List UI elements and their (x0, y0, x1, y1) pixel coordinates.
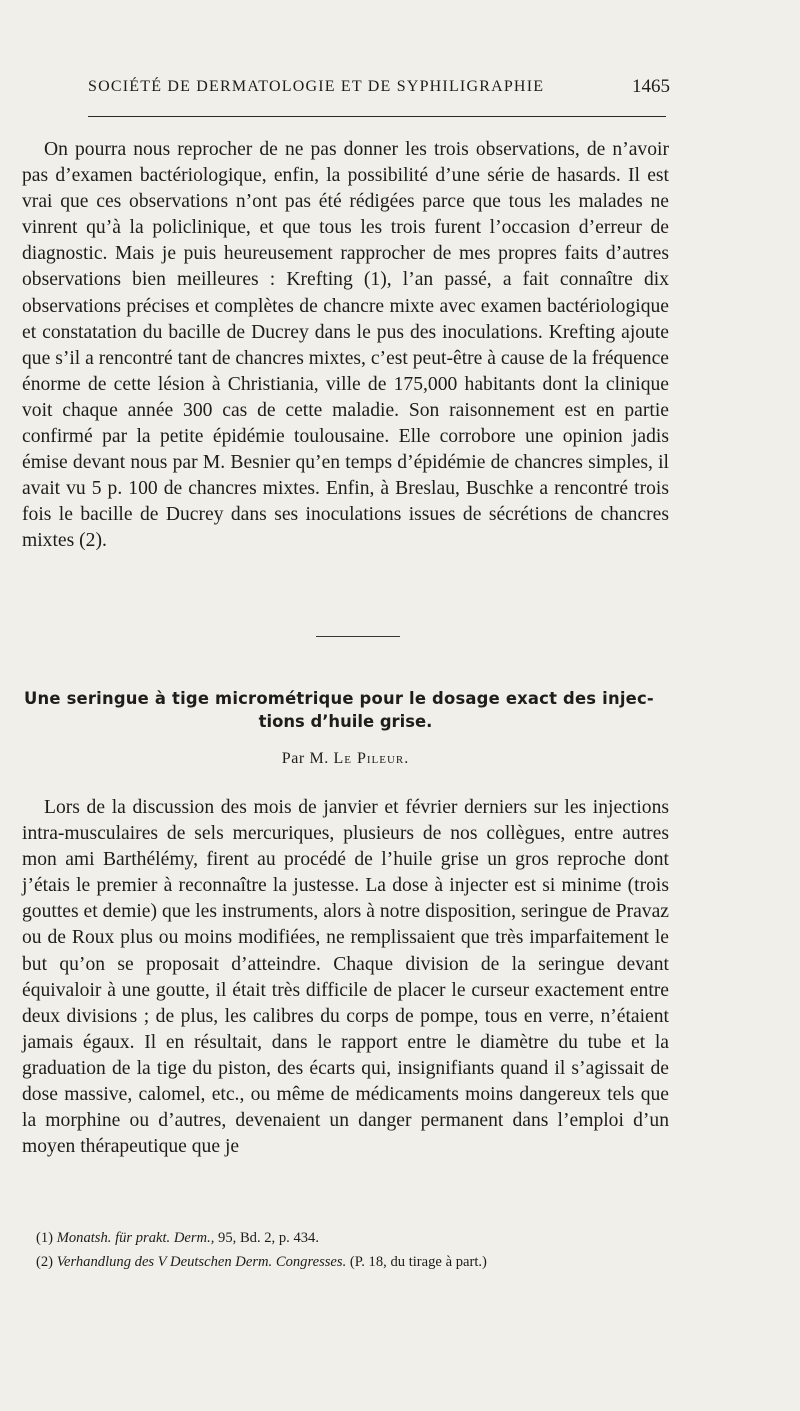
footnote-source: Verhandlung des V Deutschen Derm. Congresses. (56, 1254, 347, 1270)
byline (22, 750, 669, 768)
footnote-2 (36, 1250, 676, 1274)
footnote-1 (36, 1226, 676, 1250)
running-header (88, 76, 670, 102)
body-section-2 (22, 795, 669, 1160)
byline-prefix: Par M. (281, 750, 329, 767)
page-number: 1465 (632, 76, 670, 97)
author-name: Le Pileur. (333, 750, 410, 767)
section-divider (316, 636, 400, 637)
footnote-detail: (P. 18, du tirage à part.) (349, 1254, 487, 1270)
article-title-line-1: Une seringue à tige micrométrique pour le dosage exact des injec- (24, 689, 654, 708)
footnote-mark: (2) (36, 1254, 54, 1270)
running-title: SOCIÉTÉ DE DERMATOLOGIE ET DE SYPHILIGRAPHIE (88, 78, 545, 95)
header-rule (88, 116, 666, 117)
footnote-source: Monatsh. für prakt. Derm., (56, 1230, 215, 1246)
footnote-mark: (1) (36, 1230, 54, 1246)
paragraph-chancres-mixtes: On pourra nous reprocher de ne pas donner les trois observations, de n’avoir pas d’examen bactériologique, enfin, la possibilité d’une série de hasards. Il est vrai que ces observations n’ont pas été rédigées parce que tous les malades ne vinrent qu’à la policlinique, et que tous les trois furent l’occasion d’erreur de diagnostic. Mais je puis heureusement rapprocher de mes propres faits d’autres observations bien meilleures : Krefting (1), l’an passé, a fait connaître dix observations précises et complètes de chancre mixte avec examen bactériologique et constatation du bacille de Ducrey dans le pus des inoculations. Krefting ajoute que s’il a rencontré tant de chancres mixtes, c’est peut-être à cause de la fréquence énorme de cette lésion à Christiania, ville de 175,000 habitants dont la clinique voit chaque année 300 cas de cette maladie. Son raisonnement est en partie confirmé par la petite épidémie toulousaine. Elle corrobore une opinion jadis émise devant nous par M. Besnier qu’en temps d’épidémie de chancres simples, il avait vu 5 p. 100 de chancres mixtes. Enfin, à Breslau, Buschke a rencontré trois fois le bacille de Ducrey dans ses inoculations issues de sécrétions de chancres mixtes (2). (22, 139, 669, 552)
article-title (22, 687, 669, 733)
footnotes (36, 1226, 676, 1274)
body-section-1 (22, 137, 669, 555)
paragraph-seringue: Lors de la discussion des mois de janvier et février derniers sur les injections intra-musculaires de sels mercuriques, plusieurs de nos collègues, entre autres mon ami Barthélémy, firent au procédé de l’huile grise un gros reproche dont j’étais le premier à reconnaître la justesse. La dose à injecter est si minime (trois gouttes et demie) que les instruments, alors à notre disposition, seringue de Pravaz ou de Roux plus ou moins modifiées, ne remplissaient que très imparfaitement le but qu’on se proposait d’atteindre. Chaque division de la seringue devant équivaloir à une goutte, il était très difficile de placer le curseur exactement entre deux divisions ; de plus, les calibres du corps de pompe, tous en verre, n’étaient jamais égaux. Il en résultait, dans le rapport entre le diamètre du tube et la graduation de la tige du piston, des écarts qui, insignifiants quand il s’agissait de dose massive, calomel, etc., ou même de médicaments moins dangereux tels que la morphine ou d’autres, devenaient un danger permanent dans l’emploi d’un moyen thérapeutique que je (22, 797, 669, 1158)
footnote-detail: 95, Bd. 2, p. 434. (218, 1230, 319, 1246)
article-title-line-2: tions d’huile grise. (258, 712, 433, 731)
